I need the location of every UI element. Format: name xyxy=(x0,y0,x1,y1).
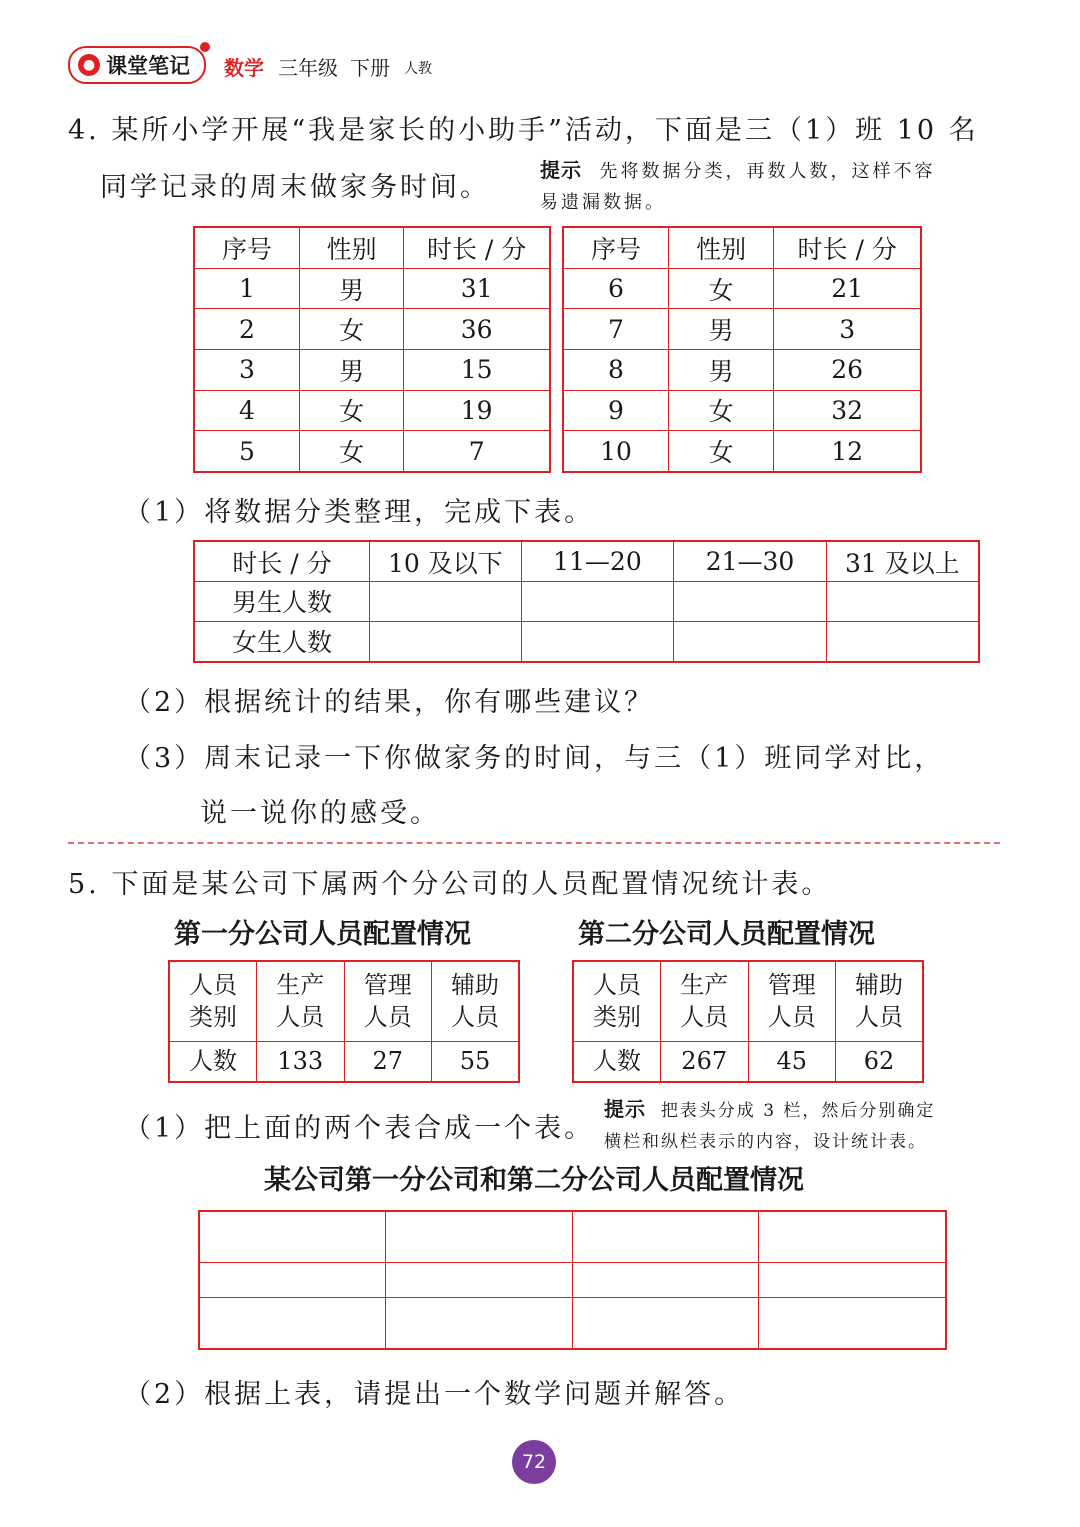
answer-cell[interactable] xyxy=(759,1297,947,1349)
table-header: 时长 / 分 xyxy=(774,227,921,268)
answer-cell[interactable] xyxy=(572,1263,759,1298)
answer-cell[interactable] xyxy=(826,621,979,662)
answer-cell[interactable] xyxy=(199,1297,386,1349)
table-header: 管理 人员 xyxy=(344,961,431,1041)
q4-prompt-line1: 4. 某所小学开展“我是家长的小助手”活动，下面是三（1）班 10 名 xyxy=(68,115,979,146)
table-cell: 2 xyxy=(194,309,299,350)
table-cell: 12 xyxy=(774,431,921,472)
table-header: 31 及以上 xyxy=(826,541,979,582)
answer-cell[interactable] xyxy=(199,1211,386,1263)
branch2-table xyxy=(572,960,924,1083)
table-header: 10 及以下 xyxy=(370,541,522,582)
table-header: 11—20 xyxy=(521,541,674,582)
answer-cell[interactable] xyxy=(386,1297,573,1349)
table-cell: 267 xyxy=(660,1041,748,1082)
table-header: 辅助 人员 xyxy=(431,961,519,1041)
table-header: 生产 人员 xyxy=(660,961,748,1041)
brand-bulb-icon: ● xyxy=(78,54,100,76)
record-table-left xyxy=(193,226,551,473)
branch1-table xyxy=(168,960,520,1083)
q5-hint-label: 提示 xyxy=(604,1097,646,1121)
table-header: 时长 / 分 xyxy=(194,541,370,582)
header-publisher: 人教 xyxy=(404,61,432,77)
q5-sub2: （2）根据上表，请提出一个数学问题并解答。 xyxy=(124,1379,745,1410)
table-cell: 133 xyxy=(256,1041,344,1082)
answer-cell[interactable] xyxy=(386,1263,573,1298)
answer-cell[interactable] xyxy=(199,1263,386,1298)
table-cell: 女 xyxy=(299,431,403,472)
table-header: 时长 / 分 xyxy=(404,227,550,268)
q4-hint-label: 提示 xyxy=(540,158,582,182)
table-cell: 6 xyxy=(563,268,668,309)
table-cell: 26 xyxy=(774,349,921,390)
answer-cell[interactable] xyxy=(674,582,827,622)
table-cell: 8 xyxy=(563,349,668,390)
table-cell: 3 xyxy=(194,349,299,390)
table-cell: 男 xyxy=(299,349,403,390)
table-header: 序号 xyxy=(563,227,668,268)
table-cell: 32 xyxy=(774,390,921,431)
q4-hint-line1: 先将数据分类，再数人数，这样不容 xyxy=(599,161,936,182)
q5-hint-line1: 把表头分成 3 栏，然后分别确定 xyxy=(660,1101,936,1121)
q5-hint xyxy=(604,1094,1014,1158)
answer-cell[interactable] xyxy=(521,621,674,662)
q5-sub1: （1）把上面的两个表合成一个表。 xyxy=(124,1113,595,1144)
table-cell: 9 xyxy=(563,390,668,431)
q5-hint-line2: 横栏和纵栏表示的内容，设计统计表。 xyxy=(604,1132,927,1152)
table-cell: 31 xyxy=(404,268,550,309)
table-header: 人员 类别 xyxy=(573,961,660,1041)
answer-cell[interactable] xyxy=(521,582,674,622)
table-cell: 女 xyxy=(299,390,403,431)
table-cell: 男 xyxy=(299,268,403,309)
table-cell: 4 xyxy=(194,390,299,431)
table-header: 管理 人员 xyxy=(748,961,835,1041)
q4-sub1: （1）将数据分类整理，完成下表。 xyxy=(124,497,595,528)
table-cell: 女 xyxy=(668,390,773,431)
table-cell: 女 xyxy=(668,268,773,309)
table-cell: 45 xyxy=(748,1041,835,1082)
answer-cell[interactable] xyxy=(759,1263,947,1298)
table-header: 序号 xyxy=(194,227,299,268)
row-label: 男生人数 xyxy=(194,582,370,622)
brand-dot-icon xyxy=(200,42,210,52)
q4-hint-line2: 易遗漏数据。 xyxy=(540,192,666,213)
table-header: 21—30 xyxy=(674,541,827,582)
table-header: 人员 类别 xyxy=(169,961,256,1041)
answer-cell[interactable] xyxy=(370,621,522,662)
table-cell: 36 xyxy=(404,309,550,350)
answer-cell[interactable] xyxy=(826,582,979,622)
answer-cell[interactable] xyxy=(572,1211,759,1263)
answer-cell[interactable] xyxy=(674,621,827,662)
q4-prompt-line2: 同学记录的周末做家务时间。 xyxy=(100,172,490,203)
record-table-right xyxy=(562,226,922,473)
brand-label: 课堂笔记 xyxy=(106,54,190,78)
table-cell: 女 xyxy=(668,431,773,472)
table-cell: 10 xyxy=(563,431,668,472)
table1-title: 第一分公司人员配置情况 xyxy=(174,919,471,950)
q4-hint xyxy=(540,155,1002,218)
answer-cell[interactable] xyxy=(759,1211,947,1263)
q4-sub3-line1: （3）周末记录一下你做家务的时间，与三（1）班同学对比， xyxy=(124,743,945,774)
table-cell: 21 xyxy=(774,268,921,309)
answer-cell[interactable] xyxy=(370,582,522,622)
q5-prompt: 5. 下面是某公司下属两个分公司的人员配置情况统计表。 xyxy=(68,869,832,900)
classification-table xyxy=(193,540,980,663)
table-cell: 3 xyxy=(774,309,921,350)
answer-cell[interactable] xyxy=(572,1297,759,1349)
table-cell: 27 xyxy=(344,1041,431,1082)
page-number: 72 xyxy=(512,1440,556,1484)
table-cell: 男 xyxy=(668,309,773,350)
row-label: 人数 xyxy=(169,1041,256,1082)
header-subject: 数学 xyxy=(224,56,264,80)
merged-answer-table xyxy=(198,1210,947,1350)
table-cell: 女 xyxy=(299,309,403,350)
table2-title: 第二分公司人员配置情况 xyxy=(578,919,875,950)
table-cell: 62 xyxy=(835,1041,923,1082)
q4-sub3-line2: 说一说你的感受。 xyxy=(200,798,440,829)
brand-badge xyxy=(68,46,206,84)
merged-table-title: 某公司第一分公司和第二分公司人员配置情况 xyxy=(264,1165,804,1196)
row-label: 人数 xyxy=(573,1041,660,1082)
table-cell: 15 xyxy=(404,349,550,390)
table-header: 生产 人员 xyxy=(256,961,344,1041)
answer-cell[interactable] xyxy=(386,1211,573,1263)
q4-sub2: （2）根据统计的结果，你有哪些建议？ xyxy=(124,687,655,718)
table-header: 性别 xyxy=(299,227,403,268)
table-cell: 男 xyxy=(668,349,773,390)
table-cell: 5 xyxy=(194,431,299,472)
table-cell: 7 xyxy=(404,431,550,472)
table-header: 性别 xyxy=(668,227,773,268)
table-cell: 1 xyxy=(194,268,299,309)
table-header: 辅助 人员 xyxy=(835,961,923,1041)
table-cell: 55 xyxy=(431,1041,519,1082)
section-divider xyxy=(68,842,1000,844)
row-label: 女生人数 xyxy=(194,621,370,662)
table-cell: 7 xyxy=(563,309,668,350)
header-volume: 下册 xyxy=(350,56,390,80)
table-cell: 19 xyxy=(404,390,550,431)
header-grade: 三年级 xyxy=(278,56,338,80)
